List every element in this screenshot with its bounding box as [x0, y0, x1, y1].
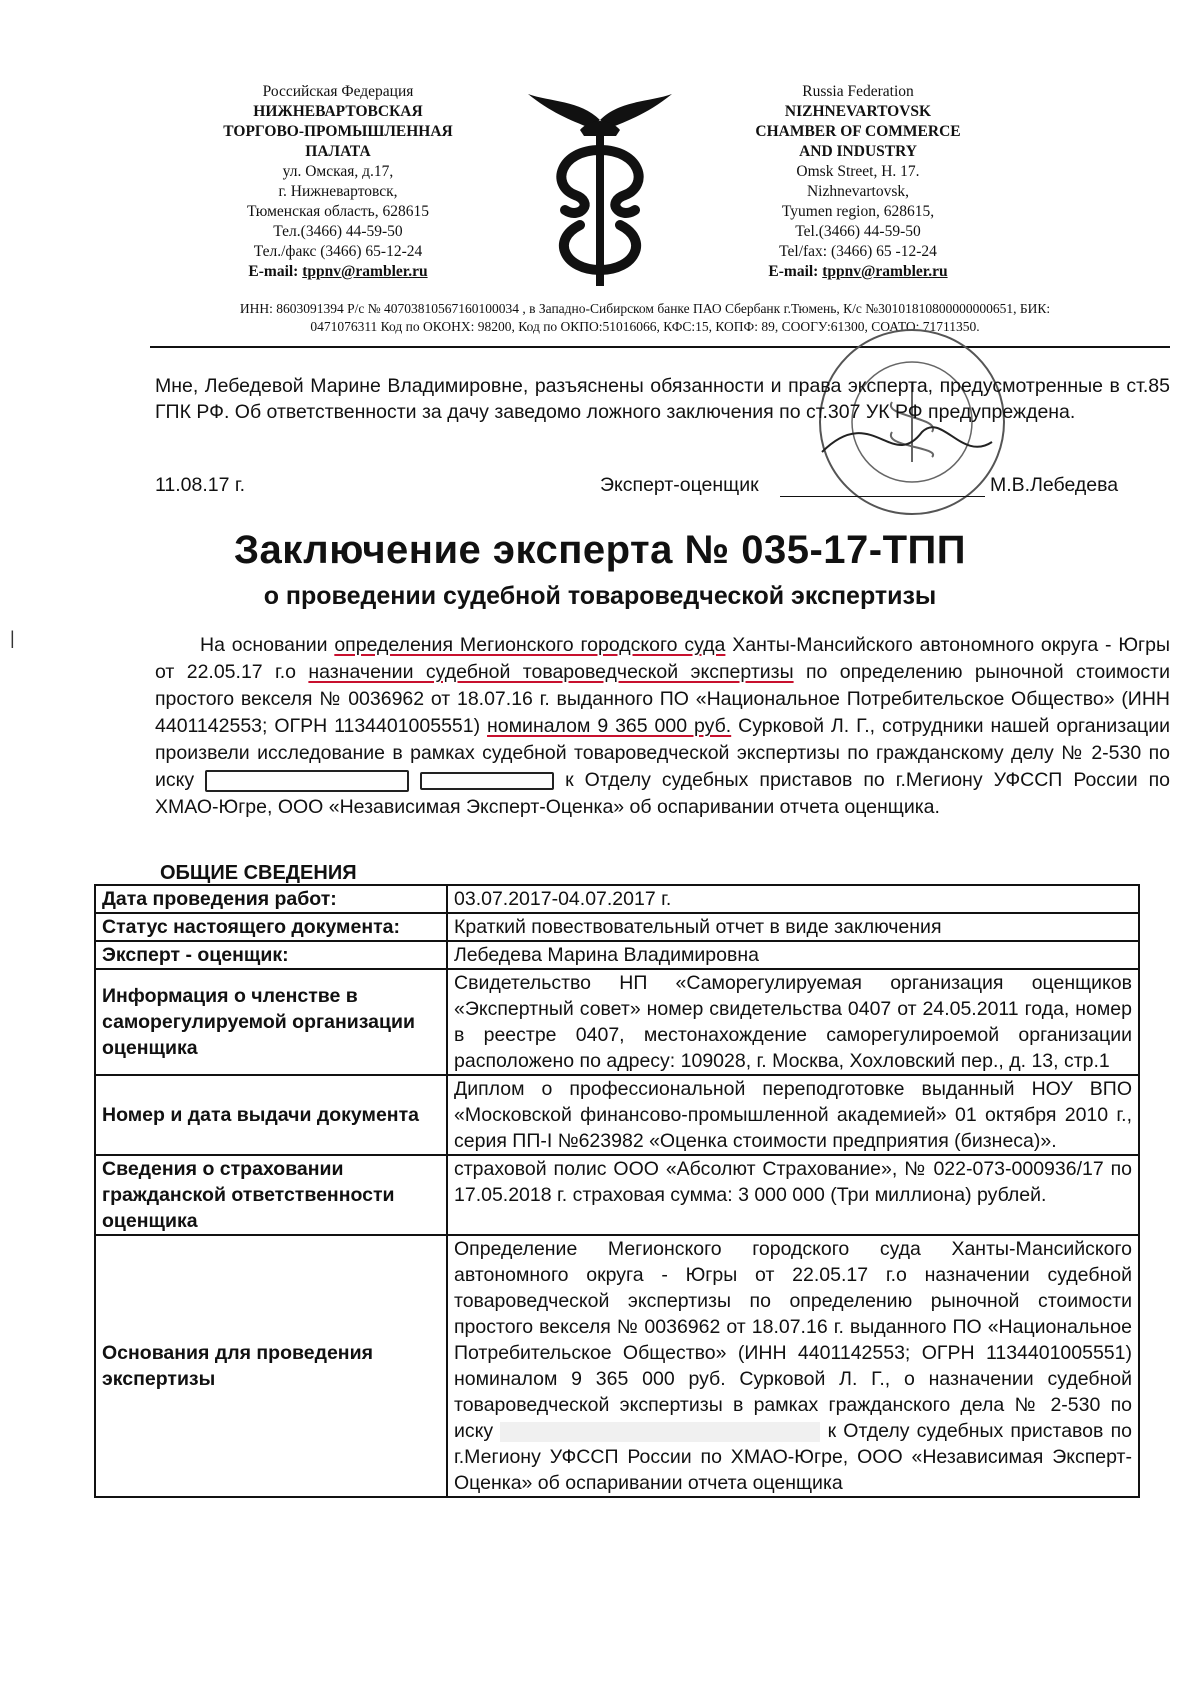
row-key: Эксперт - оценщик: [95, 941, 447, 969]
lh-en-line2: NIZHNEVARTOVSK [784, 103, 932, 120]
row-value: Лебедева Марина Владимировна [447, 941, 1139, 969]
intro-text-4: Сурковой Л. Г., сотрудники нашей организации произвели исследование в рамках судебной товароведческой экспертизы по гражданскому делу № 2-530 по иску [155, 715, 1170, 791]
signature-underline [780, 496, 985, 497]
lh-ru-line8: Тел.(3466) 44-59-50 [273, 223, 403, 240]
grounds-text-b: к Отделу судебных приставов по г.Мегиону УФССП России по ХМАО-Югре, ООО «Независимая Эксперт-Оценка» об оспаривании отчета оценщика [454, 1420, 1132, 1494]
row-key: Сведения о страховании гражданской ответственности оценщика [95, 1155, 447, 1235]
lh-ru-line4: ПАЛАТА [305, 143, 371, 160]
letterhead-russian [188, 82, 488, 282]
section-title: ОБЩИЕ СВЕДЕНИЯ [160, 862, 357, 884]
declaration-date: 11.08.17 г. [155, 474, 246, 496]
table-row [95, 969, 1139, 1075]
document-title: Заключение эксперта № 035-17-ТПП [233, 528, 967, 572]
lh-en-line7: Tyumen region, 628615, [781, 203, 935, 220]
general-info-table [94, 884, 1140, 1498]
row-value: 03.07.2017-04.07.2017 г. [447, 885, 1139, 913]
lh-ru-line5: ул. Омская, д.17, [282, 163, 394, 180]
redacted-name-box [205, 770, 409, 792]
intro-underlined-appointment: назначении судебной товароведческой экспертизы [308, 661, 794, 683]
bank-line-1: ИНН: 8603091394 Р/с № 40703810567160100034 , в Западно-Сибирском банке ПАО Сбербанк г.Тюмень, К/с №30101810800000000651, БИК: [239, 301, 1051, 316]
intro-underlined-nominal: номиналом 9 365 000 руб. [487, 715, 732, 737]
lh-ru-line6: г. Нижневартовск, [278, 183, 398, 200]
lh-en-line3: CHAMBER OF COMMERCE [755, 123, 961, 140]
table-row [95, 913, 1139, 941]
intro-paragraph [155, 632, 1170, 821]
lh-ru-email [188, 262, 488, 282]
caduceus-emblem-icon [520, 90, 680, 290]
lh-ru-email-label: E-mail: [248, 263, 303, 280]
row-key: Статус настоящего документа: [95, 913, 447, 941]
intro-text-5: к Отделу судебных приставов по г.Мегиону УФССП России по ХМАО-Югре, ООО «Независимая Эксперт-Оценка» об оспаривании отчета оценщика. [155, 769, 1170, 818]
signature-line [155, 474, 1170, 502]
signer-name: М.В.Лебедева [990, 474, 1119, 496]
lh-ru-line2: НИЖНЕВАРТОВСКАЯ [253, 103, 423, 120]
table-row [95, 1155, 1139, 1235]
redacted-name-box-2 [420, 772, 554, 790]
row-value [447, 1235, 1139, 1497]
margin-bracket: | [10, 628, 15, 648]
lh-en-line5: Omsk Street, H. 17. [796, 163, 920, 180]
lh-en-line1: Russia Federation [802, 83, 914, 100]
lh-en-line4: AND INDUSTRY [799, 143, 917, 160]
letterhead [0, 0, 1200, 350]
row-key: Номер и дата выдачи документа [95, 1075, 447, 1155]
table-row [95, 885, 1139, 913]
intro-text-2: Ханты-Мансийского автономного округа - Югры от 22.05.17 г.о [155, 634, 1171, 683]
lh-ru-line1: Российская Федерация [262, 83, 414, 100]
row-value: страховой полис ООО «Абсолют Страхование», № 022-073-000936/17 по 17.05.2018 г. страховая сумма: 3 000 000 (Три миллиона) рублей. [447, 1155, 1139, 1235]
lh-en-email-link[interactable]: tppnv@rambler.ru [822, 263, 948, 280]
grounds-text-a: Определение Мегионского городского суда Ханты-Мансийского автономного округа - Югры от 22.05.17 г.о назначении судебной товароведческой экспертизы по определению рыночной стоимости простого векселя № 0036962 от 18.07.16 г. выданного ПО «Национальное Потребительское Общество» (ИНН 4401142553; ОГРН 1134401005551) номиналом 9 365 000 руб. Сурковой Л. Г., о назначении судебной товароведческой экспертизы в рамках гражданского дела № 2-530 по иску [454, 1238, 1132, 1442]
row-value: Свидетельство НП «Саморегулируемая организация оценщиков «Экспертный совет» номер свидетельства 0407 от 24.05.2011 года, номер в реестре 0407, местонахождение саморегулироемой организации расположено по адресу: 109028, г. Москва, Хохловский пер., д. 13, стр.1 [447, 969, 1139, 1075]
declaration-paragraph: Мне, Лебедевой Марине Владимировне, разъяснены обязанности и права эксперта, предусмотренные в ст.85 ГПК РФ. Об ответственности за дачу заведомо ложного заключения по ст.307 УК РФ предупреждена. [155, 375, 1170, 423]
row-value: Диплом о профессиональной переподготовке выданный НОУ ВПО «Московской финансово-промышленной академией» 01 октября 2010 г., серия ПП-I №623982 «Оценка стоимости предприятия (бизнеса)». [447, 1075, 1139, 1155]
table-row [95, 941, 1139, 969]
lh-en-line8: Tel.(3466) 44-59-50 [795, 223, 921, 240]
lh-en-email-label: E-mail: [768, 263, 823, 280]
table-row [95, 1075, 1139, 1155]
lh-ru-line7: Тюменская область, 628615 [247, 203, 429, 220]
table-row [95, 1235, 1139, 1497]
letterhead-english [708, 82, 1008, 282]
lh-en-line6: Nizhnevartovsk, [806, 183, 909, 200]
lh-ru-line3: ТОРГОВО-ПРОМЫШЛЕННАЯ [223, 123, 453, 140]
document-subtitle: о проведении судебной товароведческой экспертизы [263, 582, 937, 610]
redacted-plaintiff [500, 1422, 820, 1442]
row-key: Информация о членстве в саморегулируемой организации оценщика [95, 969, 447, 1075]
intro-underlined-court: определения Мегионского городского суда [334, 634, 726, 656]
lh-en-line9: Tel/fax: (3466) 65 -12-24 [779, 243, 937, 260]
intro-text-3: по определению рыночной стоимости простого векселя № 0036962 от 18.07.16 г. выданного ПО «Национальное Потребительское Общество» (ИНН 4401142553; ОГРН 1134401005551) [155, 661, 1170, 737]
signer-role: Эксперт-оценщик [600, 474, 759, 496]
intro-text-1: На основании [200, 634, 335, 656]
lh-en-email [708, 262, 1008, 282]
lh-ru-email-link[interactable]: tppnv@rambler.ru [302, 263, 428, 280]
bank-line-2: 0471076311 Код по ОКОНХ: 98200, Код по ОКПО:51016066, КФС:15, КОПФ: 89, СООГУ:61300, СОАТО: 71711350. [310, 319, 980, 334]
row-key: Дата проведения работ: [95, 885, 447, 913]
lh-ru-line9: Тел./факс (3466) 65-12-24 [253, 243, 423, 260]
row-value: Краткий повествовательный отчет в виде заключения [447, 913, 1139, 941]
row-key: Основания для проведения экспертизы [95, 1235, 447, 1497]
